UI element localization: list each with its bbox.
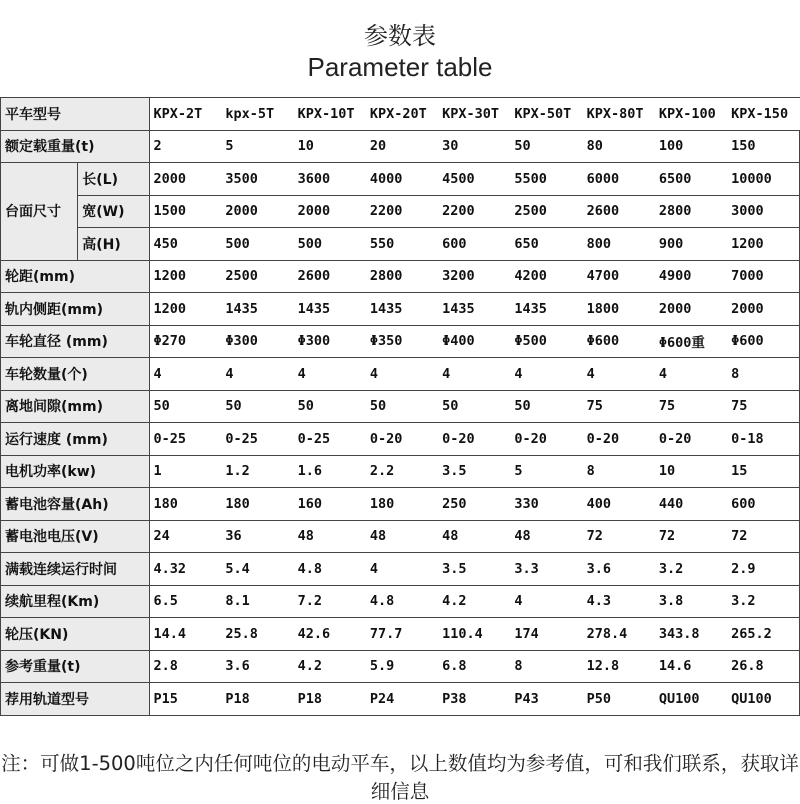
table-cell: 3500 — [221, 163, 293, 196]
table-cell: 36 — [221, 520, 293, 553]
table-cell: 4 — [149, 358, 221, 391]
table-cell: 1435 — [221, 293, 293, 326]
table-cell: 3.5 — [438, 455, 510, 488]
table-cell: 80 — [583, 130, 655, 163]
table-cell: 110.4 — [438, 618, 510, 651]
table-cell: 48 — [510, 520, 582, 553]
model-header: KPX-80T — [583, 98, 655, 131]
table-cell: 2000 — [655, 293, 727, 326]
table-cell: 5.4 — [221, 553, 293, 586]
table-cell: 265.2 — [727, 618, 799, 651]
table-cell: 600 — [438, 228, 510, 261]
table-row — [1, 260, 800, 293]
table-cell: 0-20 — [438, 423, 510, 456]
table-row — [1, 163, 800, 196]
table-cell: 0-25 — [294, 423, 366, 456]
table-cell: 75 — [727, 390, 799, 423]
table-row — [1, 585, 800, 618]
table-cell: 2 — [149, 130, 221, 163]
table-cell: Φ600重 — [655, 325, 727, 358]
table-cell: 50 — [366, 390, 438, 423]
row-label: 满载连续运行时间 — [1, 553, 150, 586]
table-cell: Φ270 — [149, 325, 221, 358]
table-cell: 0-20 — [583, 423, 655, 456]
model-header: KPX-100 — [655, 98, 727, 131]
table-row — [1, 618, 800, 651]
table-cell: 174 — [510, 618, 582, 651]
row-sub-label: 长(L) — [78, 163, 149, 196]
table-cell: 180 — [221, 488, 293, 521]
table-cell: 500 — [221, 228, 293, 261]
table-cell: 4 — [438, 358, 510, 391]
table-cell: 500 — [294, 228, 366, 261]
table-cell: 75 — [655, 390, 727, 423]
table-row — [1, 358, 800, 391]
table-cell: 1.6 — [294, 455, 366, 488]
table-cell: 77.7 — [366, 618, 438, 651]
table-cell: P24 — [366, 683, 438, 716]
table-cell: 2000 — [149, 163, 221, 196]
table-cell: 4000 — [366, 163, 438, 196]
table-cell: 650 — [510, 228, 582, 261]
table-cell: 3.2 — [727, 585, 799, 618]
table-cell: P43 — [510, 683, 582, 716]
table-cell: 5 — [510, 455, 582, 488]
table-cell: P15 — [149, 683, 221, 716]
table-cell: 1435 — [510, 293, 582, 326]
row-label: 离地间隙(mm) — [1, 390, 150, 423]
table-cell: 0-20 — [655, 423, 727, 456]
table-cell: 1800 — [583, 293, 655, 326]
row-label: 蓄电池容量(Ah) — [1, 488, 150, 521]
table-cell: 1435 — [294, 293, 366, 326]
row-sub-label: 高(H) — [78, 228, 149, 261]
table-cell: 48 — [366, 520, 438, 553]
table-cell: P50 — [583, 683, 655, 716]
table-cell: Φ600 — [727, 325, 799, 358]
table-cell: 1435 — [366, 293, 438, 326]
table-cell: 2800 — [655, 195, 727, 228]
table-cell: 4.8 — [294, 553, 366, 586]
model-header: KPX-2T — [149, 98, 221, 131]
table-cell: 2.9 — [727, 553, 799, 586]
table-cell: 1200 — [727, 228, 799, 261]
row-label: 额定载重量(t) — [1, 130, 150, 163]
table-cell: 4 — [655, 358, 727, 391]
table-cell: 42.6 — [294, 618, 366, 651]
table-cell: 50 — [510, 390, 582, 423]
table-cell: 1 — [149, 455, 221, 488]
table-cell: 7.2 — [294, 585, 366, 618]
table-cell: 3200 — [438, 260, 510, 293]
table-cell: 4200 — [510, 260, 582, 293]
table-cell: 24 — [149, 520, 221, 553]
table-cell: 4.3 — [583, 585, 655, 618]
table-cell: 10000 — [727, 163, 799, 196]
table-cell: 2800 — [366, 260, 438, 293]
table-cell: 0-25 — [149, 423, 221, 456]
table-cell: 0-25 — [221, 423, 293, 456]
table-cell: 20 — [366, 130, 438, 163]
table-cell: 8 — [583, 455, 655, 488]
table-cell: 25.8 — [221, 618, 293, 651]
table-cell: 800 — [583, 228, 655, 261]
table-cell: 6000 — [583, 163, 655, 196]
model-header: KPX-30T — [438, 98, 510, 131]
table-cell: 150 — [727, 130, 799, 163]
table-cell: QU100 — [655, 683, 727, 716]
table-cell: 900 — [655, 228, 727, 261]
table-cell: 400 — [583, 488, 655, 521]
row-label: 运行速度 (mm) — [1, 423, 150, 456]
table-cell: 6.8 — [438, 650, 510, 683]
table-row — [1, 520, 800, 553]
page-title-cn: 参数表 — [364, 22, 436, 50]
table-cell: 2500 — [221, 260, 293, 293]
table-row — [1, 488, 800, 521]
table-header-row — [1, 98, 800, 131]
parameter-table — [0, 97, 800, 716]
table-cell: P18 — [294, 683, 366, 716]
table-cell: 343.8 — [655, 618, 727, 651]
table-cell: 0-20 — [366, 423, 438, 456]
table-cell: 2200 — [438, 195, 510, 228]
table-row — [1, 228, 800, 261]
table-cell: 4.8 — [366, 585, 438, 618]
table-row — [1, 325, 800, 358]
row-sub-label: 宽(W) — [78, 195, 149, 228]
table-cell: 4.2 — [294, 650, 366, 683]
table-cell: 5.9 — [366, 650, 438, 683]
table-cell: 440 — [655, 488, 727, 521]
table-cell: 3.5 — [438, 553, 510, 586]
page-title-en: Parameter table — [307, 52, 493, 82]
table-cell: 2000 — [221, 195, 293, 228]
table-cell: 1.2 — [221, 455, 293, 488]
table-cell: 1500 — [149, 195, 221, 228]
row-label: 蓄电池电压(V) — [1, 520, 150, 553]
table-row — [1, 553, 800, 586]
table-cell: 12.8 — [583, 650, 655, 683]
table-cell: 4 — [294, 358, 366, 391]
table-cell: 50 — [149, 390, 221, 423]
table-cell: 50 — [438, 390, 510, 423]
table-cell: 75 — [583, 390, 655, 423]
table-row — [1, 130, 800, 163]
table-cell: Φ500 — [510, 325, 582, 358]
footnote: 注：可做1-500吨位之内任何吨位的电动平车，以上数值均为参考值，可和我们联系，获取详细信息 — [1, 752, 799, 803]
table-cell: 48 — [294, 520, 366, 553]
table-cell: 250 — [438, 488, 510, 521]
table-row — [1, 683, 800, 716]
table-cell: 10 — [655, 455, 727, 488]
table-cell: 3600 — [294, 163, 366, 196]
row-label: 轨内侧距(mm) — [1, 293, 150, 326]
table-cell: 72 — [655, 520, 727, 553]
table-cell: Φ350 — [366, 325, 438, 358]
table-cell: 4.2 — [438, 585, 510, 618]
row-group-label: 台面尺寸 — [1, 163, 78, 261]
table-cell: Φ300 — [221, 325, 293, 358]
table-cell: 14.6 — [655, 650, 727, 683]
table-cell: 180 — [366, 488, 438, 521]
table-cell: 4 — [510, 358, 582, 391]
table-cell: 8 — [727, 358, 799, 391]
table-cell: 180 — [149, 488, 221, 521]
table-cell: 2.2 — [366, 455, 438, 488]
table-cell: 600 — [727, 488, 799, 521]
table-row — [1, 293, 800, 326]
row-label: 轮距(mm) — [1, 260, 150, 293]
model-header: KPX-150 — [727, 98, 799, 131]
table-cell: 3.3 — [510, 553, 582, 586]
table-cell: 50 — [510, 130, 582, 163]
table-cell: 1200 — [149, 260, 221, 293]
row-label: 车轮数量(个) — [1, 358, 150, 391]
table-cell: 3.2 — [655, 553, 727, 586]
table-cell: 15 — [727, 455, 799, 488]
table-cell: 2200 — [366, 195, 438, 228]
table-cell: 4.32 — [149, 553, 221, 586]
table-row — [1, 423, 800, 456]
model-header: KPX-10T — [294, 98, 366, 131]
table-cell: P18 — [221, 683, 293, 716]
table-cell: 4500 — [438, 163, 510, 196]
table-cell: 72 — [583, 520, 655, 553]
table-cell: 5500 — [510, 163, 582, 196]
table-cell: 14.4 — [149, 618, 221, 651]
table-cell: 7000 — [727, 260, 799, 293]
table-cell: 4700 — [583, 260, 655, 293]
row-label: 荐用轨道型号 — [1, 683, 150, 716]
table-cell: 278.4 — [583, 618, 655, 651]
row-label: 轮压(KN) — [1, 618, 150, 651]
table-cell: 3.8 — [655, 585, 727, 618]
table-cell: 2600 — [583, 195, 655, 228]
table-cell: 10 — [294, 130, 366, 163]
table-cell: 72 — [727, 520, 799, 553]
row-label: 车轮直径 (mm) — [1, 325, 150, 358]
header-label: 平车型号 — [1, 98, 150, 131]
table-cell: 2500 — [510, 195, 582, 228]
table-cell: 2.8 — [149, 650, 221, 683]
model-header: KPX-50T — [510, 98, 582, 131]
table-row — [1, 650, 800, 683]
row-label: 参考重量(t) — [1, 650, 150, 683]
table-cell: 2600 — [294, 260, 366, 293]
table-cell: 50 — [221, 390, 293, 423]
table-cell: 48 — [438, 520, 510, 553]
table-cell: 550 — [366, 228, 438, 261]
table-cell: 4 — [583, 358, 655, 391]
table-cell: 1200 — [149, 293, 221, 326]
table-cell: Φ300 — [294, 325, 366, 358]
table-cell: 0-20 — [510, 423, 582, 456]
table-cell: 6500 — [655, 163, 727, 196]
table-cell: P38 — [438, 683, 510, 716]
model-header: KPX-20T — [366, 98, 438, 131]
table-cell: QU100 — [727, 683, 799, 716]
row-label: 电机功率(kw) — [1, 455, 150, 488]
row-label: 续航里程(Km) — [1, 585, 150, 618]
table-cell: 3.6 — [221, 650, 293, 683]
table-cell: 8 — [510, 650, 582, 683]
table-row — [1, 390, 800, 423]
table-cell: 0-18 — [727, 423, 799, 456]
table-cell: Φ400 — [438, 325, 510, 358]
table-cell: 5 — [221, 130, 293, 163]
table-row — [1, 195, 800, 228]
model-header: kpx-5T — [221, 98, 293, 131]
table-cell: 2000 — [294, 195, 366, 228]
table-cell: 8.1 — [221, 585, 293, 618]
table-cell: 6.5 — [149, 585, 221, 618]
table-cell: 1435 — [438, 293, 510, 326]
table-cell: 160 — [294, 488, 366, 521]
table-cell: 50 — [294, 390, 366, 423]
table-cell: 2000 — [727, 293, 799, 326]
table-row — [1, 455, 800, 488]
table-cell: 4900 — [655, 260, 727, 293]
table-cell: 450 — [149, 228, 221, 261]
table-cell: 330 — [510, 488, 582, 521]
table-cell: 26.8 — [727, 650, 799, 683]
table-cell: 3000 — [727, 195, 799, 228]
table-cell: 30 — [438, 130, 510, 163]
table-cell: 4 — [221, 358, 293, 391]
table-cell: Φ600 — [583, 325, 655, 358]
table-cell: 3.6 — [583, 553, 655, 586]
table-cell: 100 — [655, 130, 727, 163]
table-cell: 4 — [510, 585, 582, 618]
table-cell: 4 — [366, 358, 438, 391]
table-cell: 4 — [366, 553, 438, 586]
